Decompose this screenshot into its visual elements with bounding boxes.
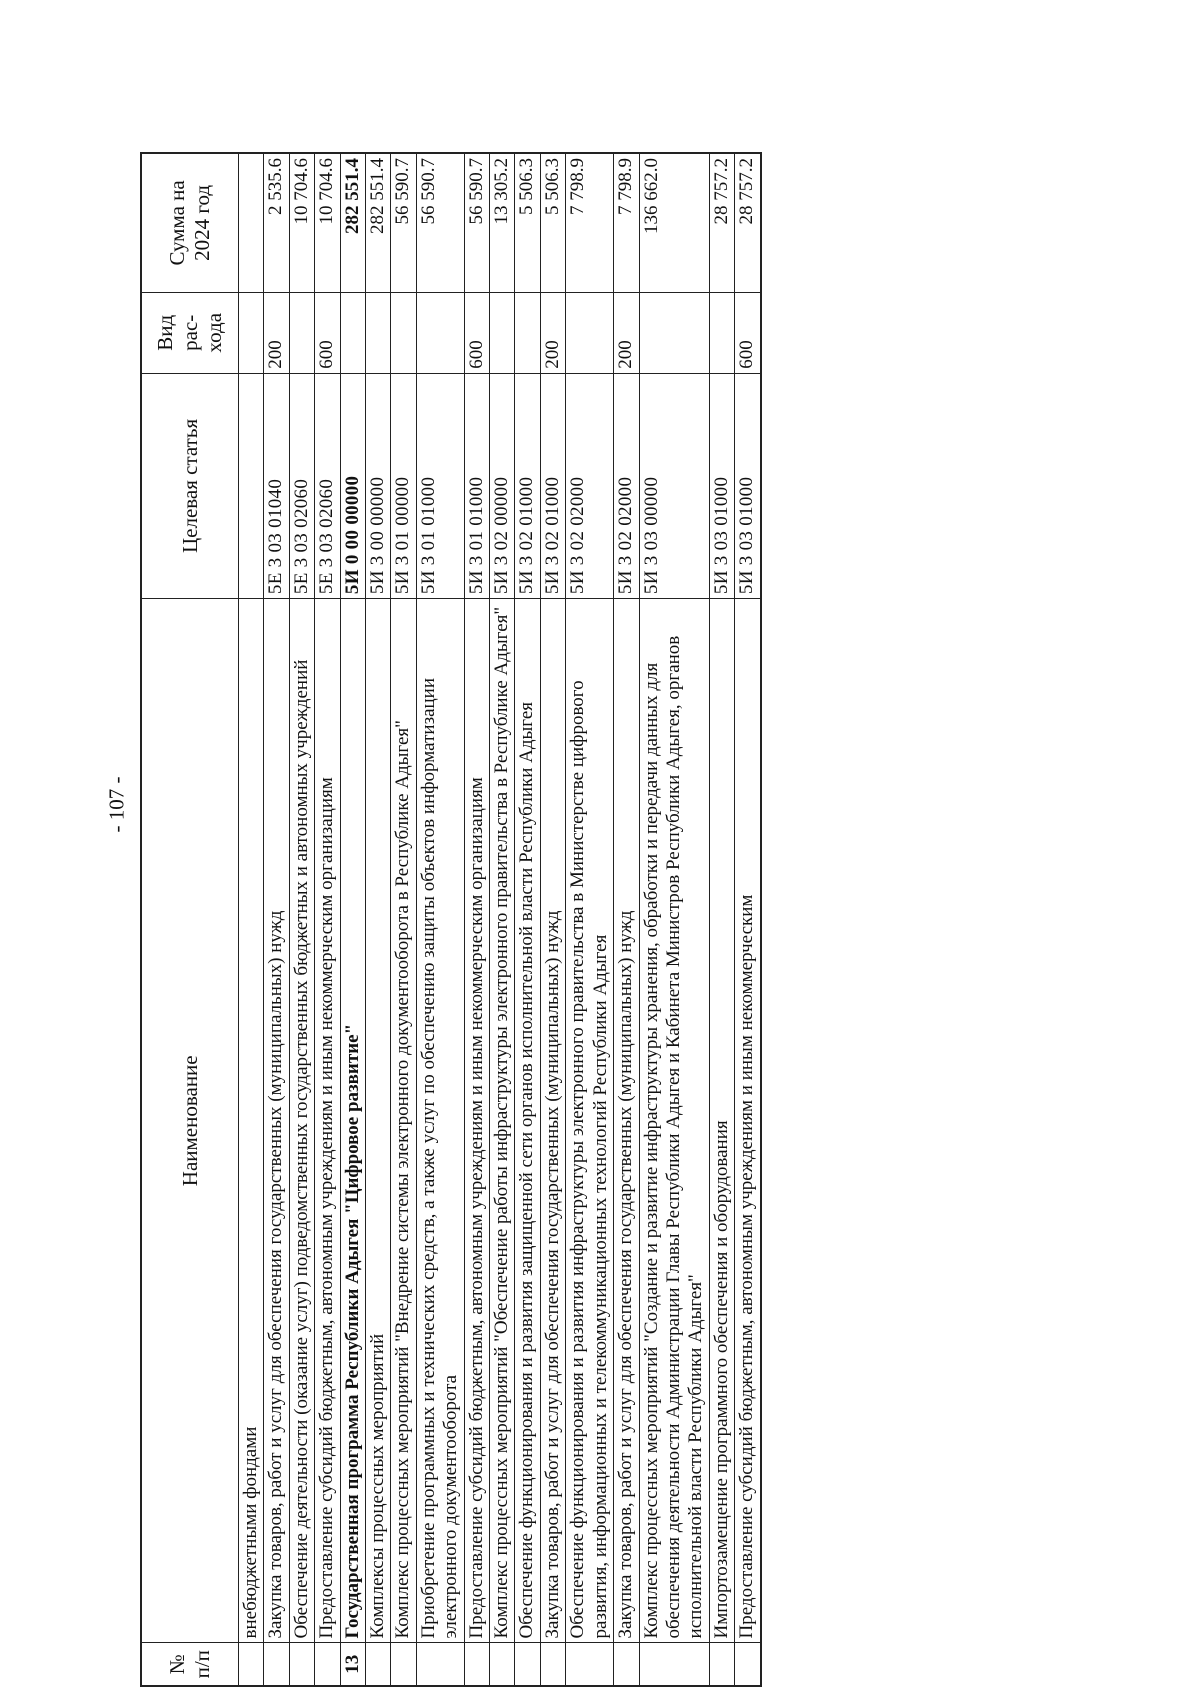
cell-code: 5Е 3 03 01040 (264, 373, 289, 598)
cell-name: Предоставление субсидий бюджетным, автономным учреждениям и иным некоммерческим организациям (315, 599, 340, 1643)
header-name: Наименование (141, 599, 239, 1643)
table-row (289, 153, 314, 1686)
cell-name: Комплекс процессных мероприятий "Обеспечение работы инфраструктуры электронного правительства в Республике Адыгея" (490, 599, 515, 1643)
cell-num (391, 1643, 416, 1686)
cell-code: 5И 3 01 01000 (464, 373, 489, 598)
cell-code: 5Е 3 03 02060 (289, 373, 314, 598)
table-row (391, 153, 416, 1686)
cell-vid (289, 292, 314, 373)
table-row (614, 153, 639, 1686)
cell-vid (709, 292, 734, 373)
cell-vid (566, 292, 614, 373)
cell-name: Комплекс процессных мероприятий "Внедрение системы электронного документооборота в Республике Адыгея" (391, 599, 416, 1643)
cell-name: Закупка товаров, работ и услуг для обеспечения государственных (муниципальных) нужд (540, 599, 565, 1643)
cell-sum: 13 305.2 (490, 153, 515, 292)
cell-vid (515, 292, 540, 373)
cell-sum: 28 757.2 (709, 153, 734, 292)
table-row (515, 153, 540, 1686)
cell-name: Предоставление субсидий бюджетным, автономным учреждениям и иным некоммерческим организациям (464, 599, 489, 1643)
table-row (709, 153, 734, 1686)
cell-code: 5И 3 02 02000 (566, 373, 614, 598)
table-row (239, 153, 264, 1686)
table-row (735, 153, 761, 1686)
table-row (464, 153, 489, 1686)
table-row (566, 153, 614, 1686)
cell-sum: 136 662.0 (639, 153, 709, 292)
cell-vid: 200 (264, 292, 289, 373)
cell-num (490, 1643, 515, 1686)
cell-num (709, 1643, 734, 1686)
cell-num (239, 1643, 264, 1686)
cell-sum: 2 535.6 (264, 153, 289, 292)
cell-vid: 200 (614, 292, 639, 373)
cell-name: Закупка товаров, работ и услуг для обеспечения государственных (муниципальных) нужд (264, 599, 289, 1643)
cell-vid (239, 292, 264, 373)
table-row (540, 153, 565, 1686)
cell-name: Комплексы процессных мероприятий (366, 599, 391, 1643)
cell-num (614, 1643, 639, 1686)
table-row (340, 153, 365, 1686)
cell-vid (391, 292, 416, 373)
table-row (315, 153, 340, 1686)
budget-sheet (140, 152, 1025, 1687)
cell-code: 5И 3 01 00000 (391, 373, 416, 598)
table-row (490, 153, 515, 1686)
cell-num (566, 1643, 614, 1686)
table-body (239, 153, 761, 1686)
cell-sum: 10 704.6 (315, 153, 340, 292)
cell-vid: 600 (735, 292, 761, 373)
cell-num (735, 1643, 761, 1686)
cell-num (366, 1643, 391, 1686)
table-header-row (141, 153, 239, 1686)
cell-name: Приобретение программных и технических средств, а также услуг по обеспечению защиты объектов информатизации электронного документооборота (416, 599, 464, 1643)
cell-code: 5И 3 02 01000 (540, 373, 565, 598)
cell-num (289, 1643, 314, 1686)
cell-name: внебюджетными фондами (239, 599, 264, 1643)
cell-code: 5И 3 03 01000 (735, 373, 761, 598)
cell-sum: 28 757.2 (735, 153, 761, 292)
cell-num (416, 1643, 464, 1686)
cell-vid (366, 292, 391, 373)
cell-code: 5И 3 02 01000 (515, 373, 540, 598)
cell-name: Обеспечение деятельности (оказание услуг) подведомственных государственных бюджетных и автономных учреждений (289, 599, 314, 1643)
budget-table (140, 152, 762, 1687)
header-sum: Сумма на 2024 год (141, 153, 239, 292)
cell-name: Импортозамещение программного обеспечения и оборудования (709, 599, 734, 1643)
cell-name: Закупка товаров, работ и услуг для обеспечения государственных (муниципальных) нужд (614, 599, 639, 1643)
cell-vid (639, 292, 709, 373)
cell-vid: 200 (540, 292, 565, 373)
page-number: - 107 - (104, 776, 129, 833)
table-row (366, 153, 391, 1686)
cell-code: 5И 3 02 00000 (490, 373, 515, 598)
cell-code: 5И 3 03 01000 (709, 373, 734, 598)
cell-code: 5И 3 00 00000 (366, 373, 391, 598)
table-row (639, 153, 709, 1686)
cell-sum: 5 506.3 (515, 153, 540, 292)
cell-code: 5Е 3 03 02060 (315, 373, 340, 598)
cell-num (315, 1643, 340, 1686)
cell-num (264, 1643, 289, 1686)
cell-vid (490, 292, 515, 373)
cell-sum: 56 590.7 (464, 153, 489, 292)
cell-num: 13 (340, 1643, 365, 1686)
header-code: Целевая статья (141, 373, 239, 598)
cell-code: 5И 0 00 00000 (340, 373, 365, 598)
cell-sum: 5 506.3 (540, 153, 565, 292)
cell-vid (416, 292, 464, 373)
header-vid: Вид рас-хода (141, 292, 239, 373)
cell-num (464, 1643, 489, 1686)
cell-sum: 56 590.7 (391, 153, 416, 292)
header-num: № п/п (141, 1643, 239, 1686)
table-row (264, 153, 289, 1686)
cell-sum: 7 798.9 (566, 153, 614, 292)
cell-num (540, 1643, 565, 1686)
cell-name: Комплекс процессных мероприятий "Создание и развитие инфраструктуры хранения, обработки и передачи данных для обеспечения деятельности Администрации Главы Республики Адыгея и Кабинета Министров Республики Адыгея, органов исполнительной власти Республики Адыгея" (639, 599, 709, 1643)
cell-num (515, 1643, 540, 1686)
table-row (416, 153, 464, 1686)
cell-sum: 7 798.9 (614, 153, 639, 292)
cell-code: 5И 3 03 00000 (639, 373, 709, 598)
cell-num (639, 1643, 709, 1686)
cell-vid (340, 292, 365, 373)
cell-vid: 600 (464, 292, 489, 373)
cell-sum (239, 153, 264, 292)
cell-sum: 56 590.7 (416, 153, 464, 292)
cell-name: Обеспечение функционирования и развития защищенной сети органов исполнительной власти Республики Адыгея (515, 599, 540, 1643)
cell-sum: 10 704.6 (289, 153, 314, 292)
cell-sum: 282 551.4 (340, 153, 365, 292)
cell-vid: 600 (315, 292, 340, 373)
cell-name: Обеспечение функционирования и развития инфраструктуры электронного правительства в Министерстве цифрового развития, информационных и телекоммуникационных технологий Республики Адыгея (566, 599, 614, 1643)
cell-name: Предоставление субсидий бюджетным, автономным учреждениям и иным некоммерческим (735, 599, 761, 1643)
cell-sum: 282 551.4 (366, 153, 391, 292)
cell-code: 5И 3 02 02000 (614, 373, 639, 598)
cell-code: 5И 3 01 01000 (416, 373, 464, 598)
cell-name: Государственная программа Республики Адыгея "Цифровое развитие" (340, 599, 365, 1643)
cell-code (239, 373, 264, 598)
